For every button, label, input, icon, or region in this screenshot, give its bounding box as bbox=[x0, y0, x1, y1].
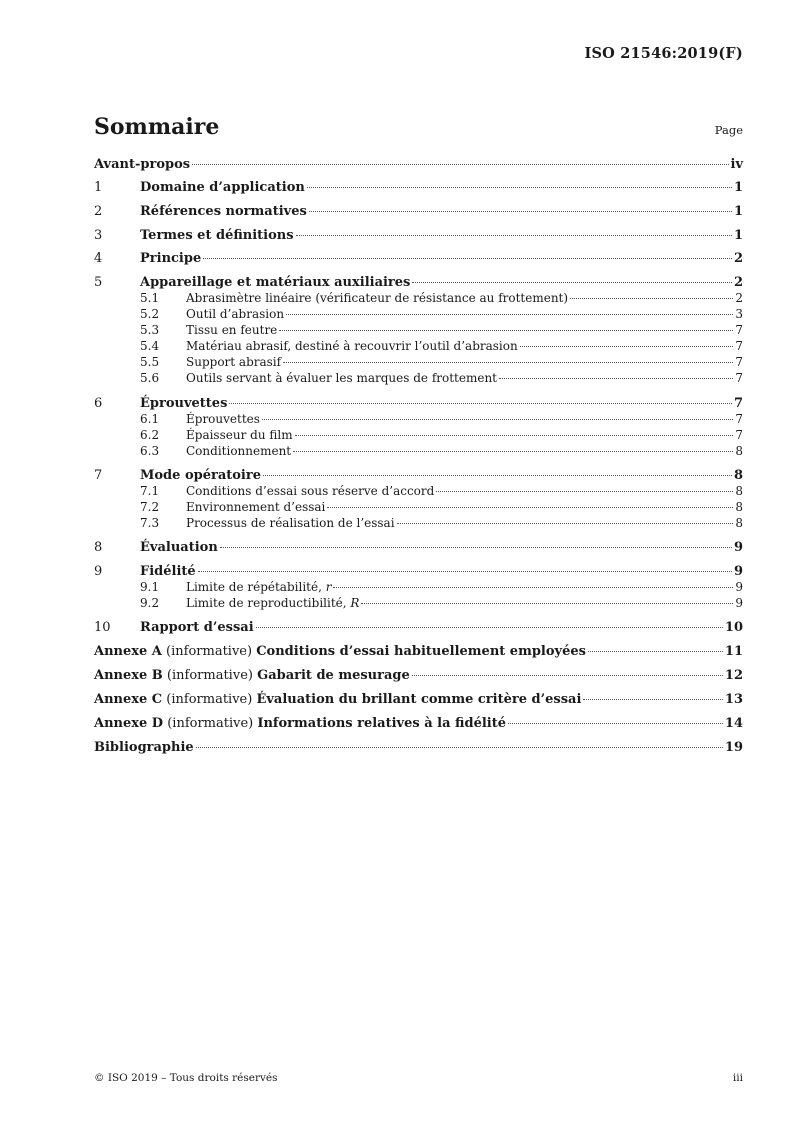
toc-entry-4[interactable] bbox=[94, 251, 743, 266]
toc-entry-5-3[interactable] bbox=[94, 323, 743, 338]
toc-entry-title: Support abrasif bbox=[186, 355, 282, 369]
toc-entry-annexe-b[interactable] bbox=[94, 668, 743, 683]
dot-leader bbox=[296, 235, 732, 236]
toc-entry-page: 11 bbox=[724, 644, 743, 659]
dot-leader bbox=[203, 258, 732, 259]
page-footer bbox=[94, 1072, 743, 1084]
toc-entry-number: 6.3 bbox=[140, 444, 160, 458]
toc-entry-7-3[interactable] bbox=[94, 516, 743, 531]
annex-kind: (informative) bbox=[161, 644, 257, 659]
toc-entry-title: Environnement d’essai bbox=[186, 500, 326, 514]
dot-leader bbox=[262, 419, 733, 420]
dot-leader bbox=[283, 362, 733, 363]
toc-entry-page: 7 bbox=[735, 323, 743, 337]
toc-entry-title bbox=[94, 668, 410, 683]
dot-leader bbox=[588, 651, 723, 652]
annex-label: Annexe B bbox=[94, 668, 163, 683]
dot-leader bbox=[295, 435, 734, 436]
toc-entry-number: 7 bbox=[94, 468, 103, 483]
toc-entry-1[interactable] bbox=[94, 180, 743, 195]
toc-entry-6[interactable] bbox=[94, 396, 743, 411]
toc-entry-title: Abrasimètre linéaire (vérificateur de résistance au frottement) bbox=[186, 291, 569, 305]
toc-entry-number: 5.3 bbox=[140, 323, 160, 337]
toc-entry-title: Avant-propos bbox=[94, 157, 191, 172]
toc-entry-page: 9 bbox=[735, 596, 743, 610]
toc-entry-8[interactable] bbox=[94, 540, 743, 555]
dot-leader bbox=[220, 547, 732, 548]
toc-entry-number: 3 bbox=[94, 228, 103, 243]
toc-entry-number: 5.6 bbox=[140, 371, 160, 385]
toc-entry-title bbox=[94, 716, 506, 731]
toc-entry-number: 10 bbox=[94, 620, 111, 635]
toc-entry-number: 1 bbox=[94, 180, 103, 195]
toc-entry-title-text: Limite de reproductibilité, bbox=[186, 596, 351, 610]
toc-entry-number: 6.1 bbox=[140, 412, 160, 426]
toc-entry-page: 1 bbox=[733, 228, 743, 243]
toc-entry-title: Matériau abrasif, destiné à recouvrir l’outil d’abrasion bbox=[186, 339, 518, 353]
dot-leader bbox=[520, 346, 734, 347]
toc-entry-7[interactable] bbox=[94, 468, 743, 483]
toc-entry-page: iv bbox=[730, 157, 743, 172]
toc-entry-page: 2 bbox=[735, 291, 743, 305]
toc-entry-title: Outils servant à évaluer les marques de frottement bbox=[186, 371, 497, 385]
toc-entry-variable: R bbox=[350, 596, 360, 610]
toc-entry-6-3[interactable] bbox=[94, 444, 743, 459]
dot-leader bbox=[286, 314, 733, 315]
dot-leader bbox=[256, 627, 723, 628]
toc-entry-number: 5.2 bbox=[140, 307, 160, 321]
toc-entry-title bbox=[186, 596, 359, 611]
toc-entry-title: Appareillage et matériaux auxiliaires bbox=[140, 275, 411, 290]
toc-entry-number: 7.2 bbox=[140, 500, 160, 514]
toc-entry-number: 5.4 bbox=[140, 339, 160, 353]
toc-entry-number: 5.5 bbox=[140, 355, 160, 369]
toc-entry-6-2[interactable] bbox=[94, 428, 743, 443]
toc-entry-title bbox=[94, 692, 581, 707]
toc-entry-page: 7 bbox=[735, 371, 743, 385]
toc-entry-page: 9 bbox=[733, 564, 743, 579]
toc-entry-9-2[interactable] bbox=[94, 596, 743, 611]
toc-entry-title: Processus de réalisation de l’essai bbox=[186, 516, 395, 530]
toc-entry-number: 7.3 bbox=[140, 516, 160, 530]
toc-entry-9-1[interactable] bbox=[94, 580, 743, 595]
toc-entry-5-2[interactable] bbox=[94, 307, 743, 322]
toc-entry-bibliographie[interactable] bbox=[94, 740, 743, 755]
page-column-label: Page bbox=[714, 123, 743, 137]
toc-entry-10[interactable] bbox=[94, 620, 743, 635]
toc-entry-number: 6.2 bbox=[140, 428, 160, 442]
document-id: ISO 21546:2019(F) bbox=[584, 45, 743, 62]
toc-entry-page: 8 bbox=[735, 444, 743, 458]
toc-entry-page: 7 bbox=[735, 355, 743, 369]
toc-entry-title: Éprouvettes bbox=[186, 412, 260, 426]
dot-leader bbox=[333, 587, 733, 588]
toc-entry-page: 7 bbox=[735, 339, 743, 353]
toc-entry-7-1[interactable] bbox=[94, 484, 743, 499]
toc-entry-title: Évaluation bbox=[140, 540, 218, 555]
toc-entry-number: 9.2 bbox=[140, 596, 160, 610]
toc-entry-title: Rapport d’essai bbox=[140, 620, 254, 635]
annex-label: Annexe D bbox=[94, 716, 164, 731]
toc-entry-page: 2 bbox=[733, 251, 743, 266]
toc-entry-9[interactable] bbox=[94, 564, 743, 579]
toc-entry-avant-propos[interactable] bbox=[94, 157, 743, 172]
toc-entry-page: 1 bbox=[733, 180, 743, 195]
dot-leader bbox=[293, 451, 733, 452]
dot-leader bbox=[192, 164, 728, 165]
toc-entry-title bbox=[186, 580, 331, 595]
toc-entry-title: Fidélité bbox=[140, 564, 196, 579]
toc-entry-5-1[interactable] bbox=[94, 291, 743, 306]
dot-leader bbox=[570, 298, 733, 299]
toc-entry-6-1[interactable] bbox=[94, 412, 743, 427]
toc-entry-page: 7 bbox=[735, 412, 743, 426]
toc-entry-page: 8 bbox=[735, 516, 743, 530]
toc-entry-number: 2 bbox=[94, 204, 103, 219]
dot-leader bbox=[361, 603, 733, 604]
toc-entry-title: Tissu en feutre bbox=[186, 323, 278, 337]
toc-entry-5-6[interactable] bbox=[94, 371, 743, 386]
dot-leader bbox=[307, 187, 732, 188]
toc-entry-page: 7 bbox=[735, 428, 743, 442]
dot-leader bbox=[198, 571, 732, 572]
annex-title: Gabarit de mesurage bbox=[257, 668, 410, 683]
toc-entry-page: 7 bbox=[733, 396, 743, 411]
dot-leader bbox=[309, 211, 732, 212]
toc-entry-page: 12 bbox=[724, 668, 743, 683]
annex-title: Conditions d’essai habituellement employées bbox=[256, 644, 586, 659]
toc-entry-page: 8 bbox=[733, 468, 743, 483]
page-number: iii bbox=[732, 1072, 743, 1084]
dot-leader bbox=[412, 282, 732, 283]
toc-entry-number: 5 bbox=[94, 275, 103, 290]
toc-entry-5[interactable] bbox=[94, 275, 743, 290]
toc-entry-title bbox=[94, 644, 586, 659]
toc-entry-page: 14 bbox=[724, 716, 743, 731]
annex-kind: (informative) bbox=[162, 668, 258, 683]
toc-entry-annexe-c[interactable] bbox=[94, 692, 743, 707]
toc-entry-title: Épaisseur du film bbox=[186, 428, 293, 442]
dot-leader bbox=[508, 723, 723, 724]
toc-entry-title: Bibliographie bbox=[94, 740, 194, 755]
dot-leader bbox=[583, 699, 723, 700]
toc-entry-title: Conditionnement bbox=[186, 444, 292, 458]
toc-entry-page: 13 bbox=[724, 692, 743, 707]
toc-entry-page: 2 bbox=[733, 275, 743, 290]
toc-entry-page: 9 bbox=[733, 540, 743, 555]
toc-entry-page: 1 bbox=[733, 204, 743, 219]
toc-entry-title: Outil d’abrasion bbox=[186, 307, 285, 321]
toc-entry-title: Termes et définitions bbox=[140, 228, 294, 243]
toc-entry-page: 9 bbox=[735, 580, 743, 594]
toc-entry-number: 4 bbox=[94, 251, 103, 266]
dot-leader bbox=[279, 330, 733, 331]
dot-leader bbox=[499, 378, 733, 379]
dot-leader bbox=[412, 675, 723, 676]
toc-entry-page: 3 bbox=[735, 307, 743, 321]
dot-leader bbox=[196, 747, 723, 748]
annex-label: Annexe C bbox=[94, 692, 163, 707]
toc-entry-title: Éprouvettes bbox=[140, 396, 228, 411]
toc-entry-title: Principe bbox=[140, 251, 202, 266]
page-title: Sommaire bbox=[94, 114, 220, 140]
toc-entry-5-5[interactable] bbox=[94, 355, 743, 370]
toc-entry-annexe-d[interactable] bbox=[94, 716, 743, 731]
toc-entry-title: Domaine d’application bbox=[140, 180, 305, 195]
annex-kind: (informative) bbox=[162, 692, 257, 707]
copyright-notice: © ISO 2019 – Tous droits réservés bbox=[94, 1072, 278, 1084]
toc-entry-page: 8 bbox=[735, 484, 743, 498]
toc-entry-page: 19 bbox=[724, 740, 743, 755]
dot-leader bbox=[263, 475, 732, 476]
toc-entry-number: 5.1 bbox=[140, 291, 160, 305]
toc-entry-title: Mode opératoire bbox=[140, 468, 261, 483]
toc-entry-title: Conditions d’essai sous réserve d’accord bbox=[186, 484, 435, 498]
toc-entry-variable: r bbox=[325, 580, 332, 594]
annex-title: Évaluation du brillant comme critère d’essai bbox=[256, 692, 582, 707]
toc-entry-title: Références normatives bbox=[140, 204, 307, 219]
annex-label: Annexe A bbox=[94, 644, 162, 659]
toc-entry-title-text: Limite de répétabilité, bbox=[186, 580, 326, 594]
toc-entry-number: 6 bbox=[94, 396, 103, 411]
toc-entry-number: 7.1 bbox=[140, 484, 160, 498]
toc-entry-annexe-a[interactable] bbox=[94, 644, 743, 659]
annex-kind: (informative) bbox=[163, 716, 258, 731]
toc-entry-2[interactable] bbox=[94, 204, 743, 219]
toc-entry-5-4[interactable] bbox=[94, 339, 743, 354]
toc-entry-number: 8 bbox=[94, 540, 103, 555]
toc-entry-3[interactable] bbox=[94, 228, 743, 243]
dot-leader bbox=[397, 523, 734, 524]
toc-entry-7-2[interactable] bbox=[94, 500, 743, 515]
annex-title: Informations relatives à la fidélité bbox=[257, 716, 507, 731]
dot-leader bbox=[436, 491, 733, 492]
dot-leader bbox=[327, 507, 733, 508]
toc-entry-number: 9.1 bbox=[140, 580, 160, 594]
toc-entry-page: 10 bbox=[724, 620, 743, 635]
toc-entry-number: 9 bbox=[94, 564, 103, 579]
toc-entry-page: 8 bbox=[735, 500, 743, 514]
dot-leader bbox=[229, 403, 732, 404]
